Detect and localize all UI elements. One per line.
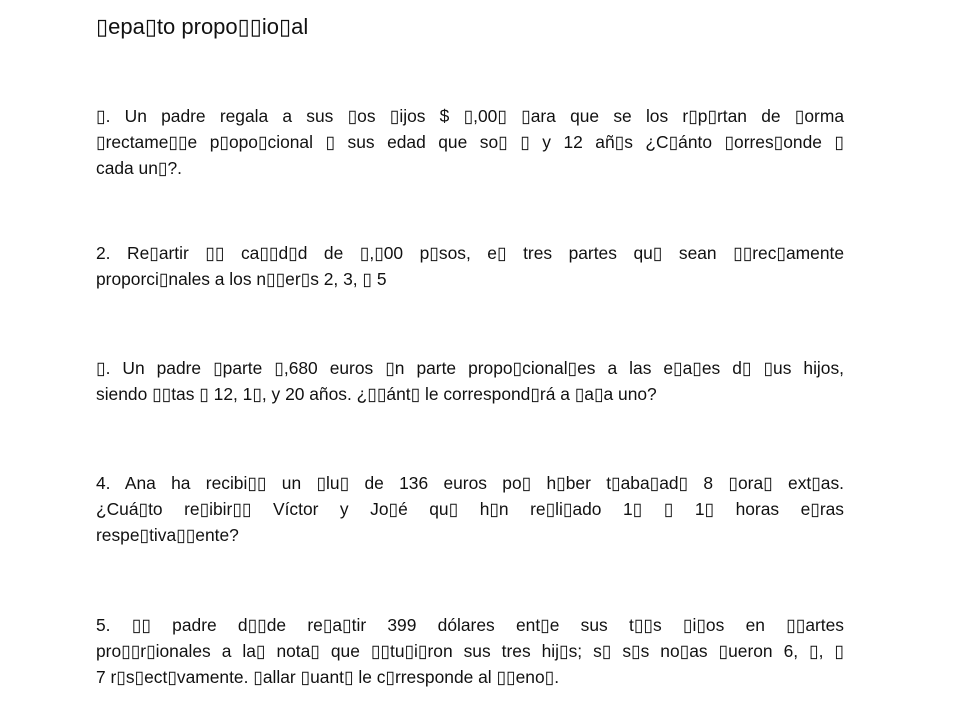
problem-5-line-2: pro▯▯r▯ionales a la▯ nota▯ que ▯▯tu▯i▯ron sus tres hij▯s; s▯ s▯s no▯as ▯ueron 6, ▯, ▯ — [96, 641, 844, 661]
problem-1-line-2: ▯rectame▯▯e p▯opo▯cional ▯ sus edad que so▯ ▯ y 12 añ▯s ¿C▯ánto ▯orres▯onde ▯ — [96, 132, 844, 152]
problem-3-line-1: ▯. Un padre ▯parte ▯,680 euros ▯n parte propo▯cional▯es a las e▯a▯es d▯ ▯us hijos, — [96, 358, 844, 378]
problem-5-line-3: 7 r▯s▯ect▯vamente. ▯allar ▯uant▯ le c▯rresponde al ▯▯eno▯. — [96, 667, 560, 687]
problem-3 — [96, 355, 844, 407]
problem-2 — [96, 240, 844, 292]
document-title: ▯epa▯to propo▯▯io▯al — [96, 14, 309, 39]
problem-4-line-1: 4. Ana ha recibi▯▯ un ▯lu▯ de 136 euros po▯ h▯ber t▯aba▯ad▯ 8 ▯ora▯ ext▯as. — [96, 473, 844, 493]
problem-2-line-2: proporci▯nales a los n▯▯er▯s 2, 3, ▯ 5 — [96, 269, 387, 289]
problem-4 — [96, 470, 844, 548]
problem-1-line-1: ▯. Un padre regala a sus ▯os ▯ijos $ ▯,00▯ ▯ara que se los r▯p▯rtan de ▯orma — [96, 106, 844, 126]
problem-1-line-3: cada un▯?. — [96, 158, 182, 178]
problem-1 — [96, 103, 844, 181]
problem-5 — [96, 612, 844, 690]
problem-4-line-2: ¿Cuá▯to re▯ibir▯▯ Víctor y Jo▯é qu▯ h▯n re▯li▯ado 1▯ ▯ 1▯ horas e▯ras — [96, 499, 844, 519]
problem-4-line-3: respe▯tiva▯▯ente? — [96, 525, 239, 545]
problem-2-line-1: 2. Re▯artir ▯▯ ca▯▯d▯d de ▯,▯00 p▯sos, e▯ tres partes qu▯ sean ▯▯rec▯amente — [96, 243, 844, 263]
problem-3-line-2: siendo ▯▯tas ▯ 12, 1▯, y 20 años. ¿▯▯ánt▯ le correspond▯rá a ▯a▯a uno? — [96, 384, 657, 404]
problem-5-line-1: 5. ▯▯ padre d▯▯de re▯a▯tir 399 dólares ent▯e sus t▯▯s ▯i▯os en ▯▯artes — [96, 615, 844, 635]
